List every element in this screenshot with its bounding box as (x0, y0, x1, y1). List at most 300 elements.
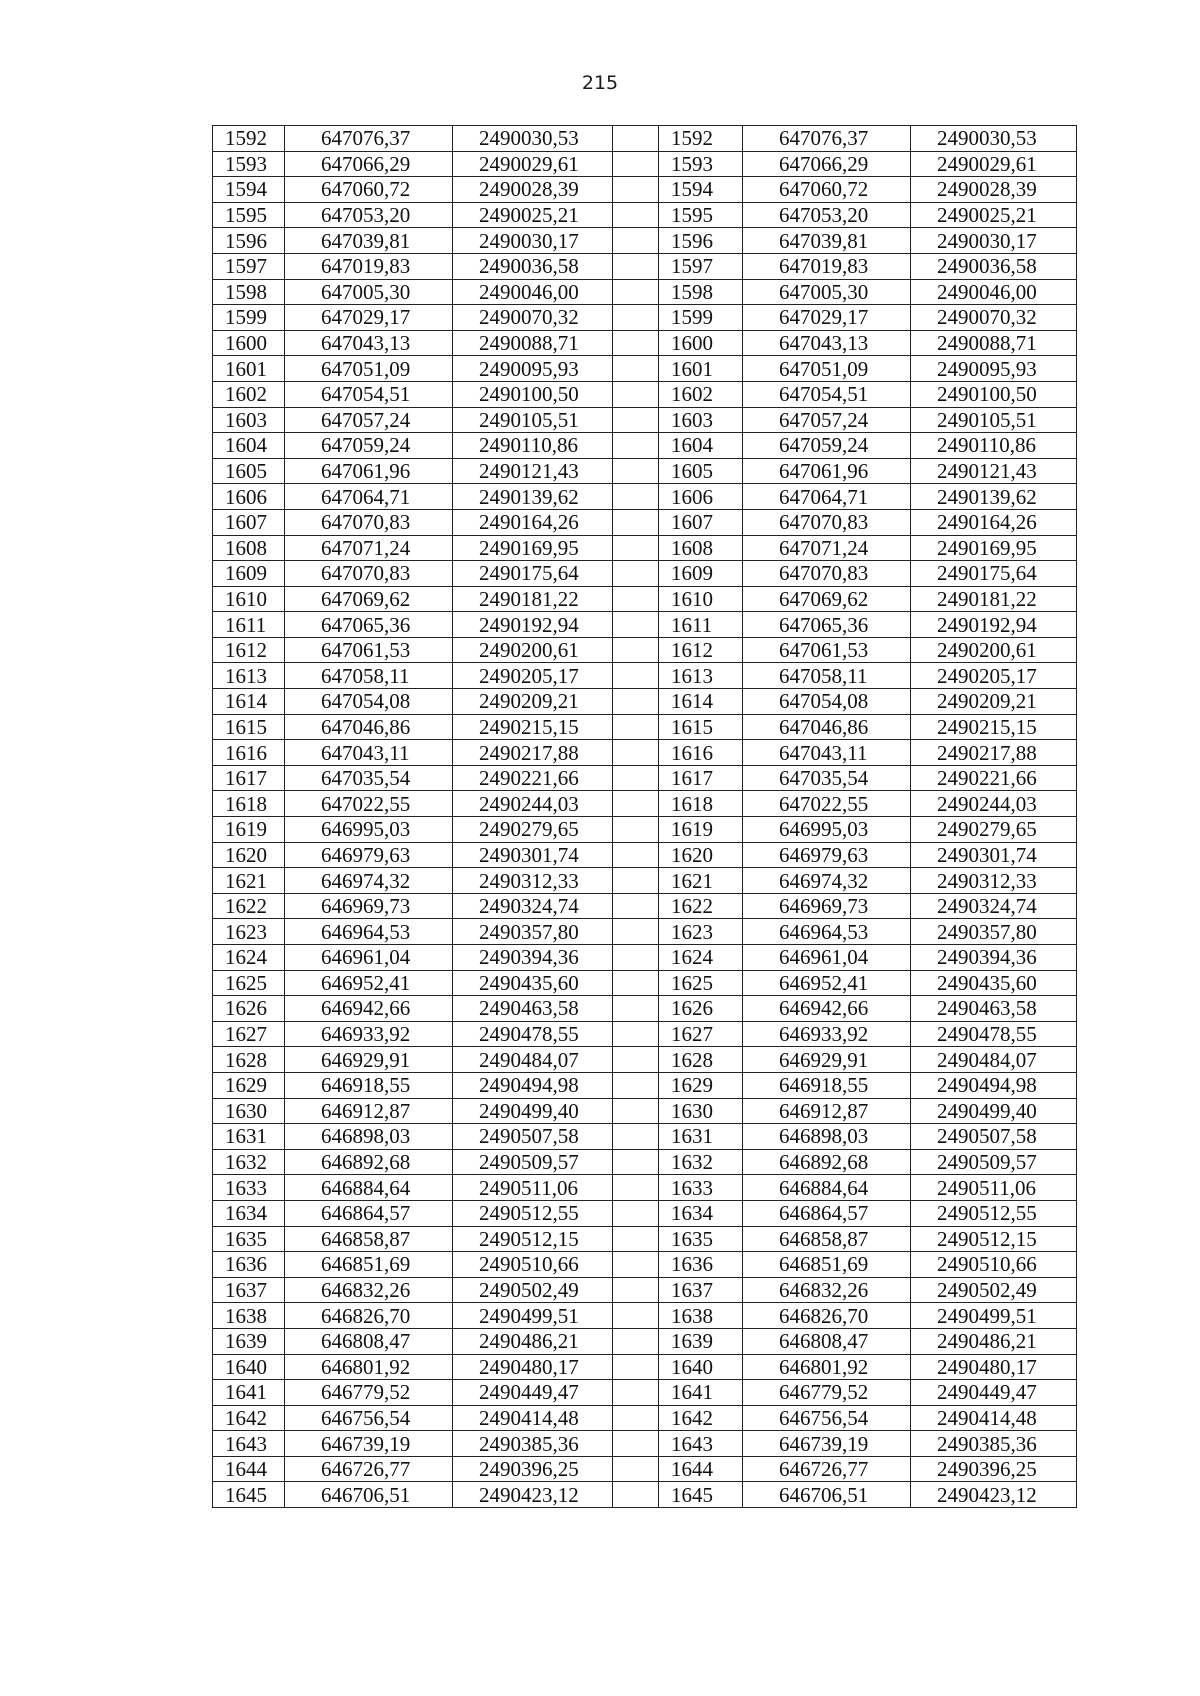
x-coordinate-left: 646851,69 (285, 1252, 453, 1278)
point-number-right: 1596 (659, 228, 743, 254)
x-coordinate-left: 646808,47 (285, 1328, 453, 1354)
x-coordinate-right: 646912,87 (743, 1098, 911, 1124)
point-number-left: 1631 (213, 1124, 285, 1150)
spacer-cell (613, 202, 659, 228)
table-row (213, 151, 1077, 177)
y-coordinate-right: 2490478,55 (911, 1021, 1077, 1047)
x-coordinate-right: 646808,47 (743, 1328, 911, 1354)
point-number-left: 1638 (213, 1303, 285, 1329)
y-coordinate-right: 2490221,66 (911, 765, 1077, 791)
y-coordinate-left: 2490070,32 (453, 305, 613, 331)
point-number-left: 1645 (213, 1482, 285, 1508)
point-number-right: 1622 (659, 893, 743, 919)
y-coordinate-left: 2490301,74 (453, 842, 613, 868)
spacer-cell (613, 458, 659, 484)
point-number-right: 1625 (659, 970, 743, 996)
y-coordinate-right: 2490512,15 (911, 1226, 1077, 1252)
y-coordinate-left: 2490435,60 (453, 970, 613, 996)
y-coordinate-left: 2490164,26 (453, 509, 613, 535)
x-coordinate-left: 647043,11 (285, 740, 453, 766)
y-coordinate-right: 2490181,22 (911, 586, 1077, 612)
x-coordinate-left: 647061,96 (285, 458, 453, 484)
x-coordinate-right: 646826,70 (743, 1303, 911, 1329)
x-coordinate-right: 646929,91 (743, 1047, 911, 1073)
table-row (213, 1047, 1077, 1073)
x-coordinate-left: 647057,24 (285, 407, 453, 433)
table-row (213, 817, 1077, 843)
point-number-left: 1643 (213, 1431, 285, 1457)
point-number-right: 1617 (659, 765, 743, 791)
table-row (213, 535, 1077, 561)
point-number-right: 1602 (659, 381, 743, 407)
y-coordinate-right: 2490394,36 (911, 945, 1077, 971)
y-coordinate-left: 2490279,65 (453, 817, 613, 843)
y-coordinate-left: 2490029,61 (453, 151, 613, 177)
spacer-cell (613, 740, 659, 766)
table-row (213, 1021, 1077, 1047)
point-number-right: 1637 (659, 1277, 743, 1303)
point-number-right: 1632 (659, 1149, 743, 1175)
y-coordinate-left: 2490025,21 (453, 202, 613, 228)
y-coordinate-left: 2490423,12 (453, 1482, 613, 1508)
table-row (213, 740, 1077, 766)
y-coordinate-right: 2490036,58 (911, 253, 1077, 279)
x-coordinate-left: 646929,91 (285, 1047, 453, 1073)
y-coordinate-right: 2490494,98 (911, 1072, 1077, 1098)
table-row (213, 1380, 1077, 1406)
y-coordinate-left: 2490385,36 (453, 1431, 613, 1457)
spacer-cell (613, 484, 659, 510)
point-number-right: 1616 (659, 740, 743, 766)
x-coordinate-right: 647061,96 (743, 458, 911, 484)
y-coordinate-left: 2490205,17 (453, 663, 613, 689)
point-number-left: 1607 (213, 509, 285, 535)
y-coordinate-right: 2490357,80 (911, 919, 1077, 945)
x-coordinate-right: 647076,37 (743, 126, 911, 152)
point-number-right: 1601 (659, 356, 743, 382)
x-coordinate-left: 646826,70 (285, 1303, 453, 1329)
y-coordinate-right: 2490510,66 (911, 1252, 1077, 1278)
y-coordinate-right: 2490217,88 (911, 740, 1077, 766)
point-number-right: 1611 (659, 612, 743, 638)
point-number-right: 1641 (659, 1380, 743, 1406)
point-number-left: 1609 (213, 561, 285, 587)
spacer-cell (613, 1277, 659, 1303)
y-coordinate-left: 2490217,88 (453, 740, 613, 766)
y-coordinate-right: 2490396,25 (911, 1456, 1077, 1482)
spacer-cell (613, 1303, 659, 1329)
point-number-right: 1613 (659, 663, 743, 689)
x-coordinate-right: 647071,24 (743, 535, 911, 561)
spacer-cell (613, 1405, 659, 1431)
y-coordinate-left: 2490215,15 (453, 714, 613, 740)
point-number-left: 1630 (213, 1098, 285, 1124)
point-number-left: 1608 (213, 535, 285, 561)
x-coordinate-left: 647053,20 (285, 202, 453, 228)
point-number-left: 1595 (213, 202, 285, 228)
point-number-left: 1599 (213, 305, 285, 331)
point-number-left: 1605 (213, 458, 285, 484)
x-coordinate-right: 647029,17 (743, 305, 911, 331)
spacer-cell (613, 586, 659, 612)
point-number-left: 1626 (213, 996, 285, 1022)
y-coordinate-left: 2490088,71 (453, 330, 613, 356)
x-coordinate-right: 646979,63 (743, 842, 911, 868)
spacer-cell (613, 996, 659, 1022)
spacer-cell (613, 177, 659, 203)
point-number-left: 1603 (213, 407, 285, 433)
table-row (213, 1098, 1077, 1124)
y-coordinate-left: 2490200,61 (453, 637, 613, 663)
table-row (213, 1303, 1077, 1329)
y-coordinate-right: 2490046,00 (911, 279, 1077, 305)
x-coordinate-left: 647069,62 (285, 586, 453, 612)
point-number-right: 1627 (659, 1021, 743, 1047)
x-coordinate-left: 647039,81 (285, 228, 453, 254)
table-row (213, 1431, 1077, 1457)
y-coordinate-left: 2490396,25 (453, 1456, 613, 1482)
point-number-left: 1622 (213, 893, 285, 919)
x-coordinate-left: 646779,52 (285, 1380, 453, 1406)
point-number-left: 1616 (213, 740, 285, 766)
x-coordinate-left: 647066,29 (285, 151, 453, 177)
point-number-right: 1626 (659, 996, 743, 1022)
y-coordinate-left: 2490512,55 (453, 1200, 613, 1226)
y-coordinate-right: 2490175,64 (911, 561, 1077, 587)
y-coordinate-left: 2490110,86 (453, 433, 613, 459)
y-coordinate-left: 2490512,15 (453, 1226, 613, 1252)
spacer-cell (613, 689, 659, 715)
point-number-left: 1600 (213, 330, 285, 356)
point-number-right: 1609 (659, 561, 743, 587)
x-coordinate-right: 646706,51 (743, 1482, 911, 1508)
x-coordinate-left: 646884,64 (285, 1175, 453, 1201)
spacer-cell (613, 1252, 659, 1278)
x-coordinate-right: 646726,77 (743, 1456, 911, 1482)
y-coordinate-right: 2490025,21 (911, 202, 1077, 228)
x-coordinate-left: 647059,24 (285, 433, 453, 459)
point-number-left: 1598 (213, 279, 285, 305)
table-row (213, 202, 1077, 228)
x-coordinate-left: 647019,83 (285, 253, 453, 279)
point-number-right: 1636 (659, 1252, 743, 1278)
point-number-right: 1600 (659, 330, 743, 356)
x-coordinate-right: 646851,69 (743, 1252, 911, 1278)
x-coordinate-left: 646995,03 (285, 817, 453, 843)
y-coordinate-left: 2490480,17 (453, 1354, 613, 1380)
x-coordinate-left: 646918,55 (285, 1072, 453, 1098)
point-number-left: 1620 (213, 842, 285, 868)
spacer-cell (613, 1226, 659, 1252)
spacer-cell (613, 305, 659, 331)
point-number-right: 1630 (659, 1098, 743, 1124)
x-coordinate-right: 647005,30 (743, 279, 911, 305)
x-coordinate-left: 646832,26 (285, 1277, 453, 1303)
y-coordinate-left: 2490357,80 (453, 919, 613, 945)
table-row (213, 1354, 1077, 1380)
x-coordinate-right: 646739,19 (743, 1431, 911, 1457)
x-coordinate-left: 647054,08 (285, 689, 453, 715)
point-number-right: 1618 (659, 791, 743, 817)
table-row (213, 253, 1077, 279)
spacer-cell (613, 151, 659, 177)
x-coordinate-left: 646756,54 (285, 1405, 453, 1431)
point-number-right: 1603 (659, 407, 743, 433)
point-number-left: 1602 (213, 381, 285, 407)
x-coordinate-left: 647043,13 (285, 330, 453, 356)
x-coordinate-left: 646892,68 (285, 1149, 453, 1175)
point-number-left: 1610 (213, 586, 285, 612)
table-row (213, 1277, 1077, 1303)
x-coordinate-right: 646756,54 (743, 1405, 911, 1431)
x-coordinate-left: 647070,83 (285, 561, 453, 587)
point-number-left: 1625 (213, 970, 285, 996)
spacer-cell (613, 509, 659, 535)
table-row (213, 1175, 1077, 1201)
point-number-right: 1639 (659, 1328, 743, 1354)
point-number-right: 1645 (659, 1482, 743, 1508)
y-coordinate-left: 2490478,55 (453, 1021, 613, 1047)
x-coordinate-left: 646969,73 (285, 893, 453, 919)
y-coordinate-left: 2490510,66 (453, 1252, 613, 1278)
x-coordinate-right: 647070,83 (743, 561, 911, 587)
spacer-cell (613, 279, 659, 305)
table-row (213, 996, 1077, 1022)
y-coordinate-right: 2490100,50 (911, 381, 1077, 407)
x-coordinate-right: 646952,41 (743, 970, 911, 996)
y-coordinate-left: 2490511,06 (453, 1175, 613, 1201)
x-coordinate-right: 646961,04 (743, 945, 911, 971)
y-coordinate-left: 2490449,47 (453, 1380, 613, 1406)
spacer-cell (613, 126, 659, 152)
y-coordinate-left: 2490463,58 (453, 996, 613, 1022)
x-coordinate-left: 647035,54 (285, 765, 453, 791)
y-coordinate-left: 2490209,21 (453, 689, 613, 715)
x-coordinate-right: 647054,08 (743, 689, 911, 715)
y-coordinate-right: 2490484,07 (911, 1047, 1077, 1073)
y-coordinate-right: 2490312,33 (911, 868, 1077, 894)
point-number-right: 1608 (659, 535, 743, 561)
x-coordinate-left: 647058,11 (285, 663, 453, 689)
point-number-left: 1629 (213, 1072, 285, 1098)
y-coordinate-right: 2490512,55 (911, 1200, 1077, 1226)
y-coordinate-left: 2490030,53 (453, 126, 613, 152)
table-row (213, 228, 1077, 254)
point-number-left: 1642 (213, 1405, 285, 1431)
point-number-right: 1594 (659, 177, 743, 203)
point-number-left: 1618 (213, 791, 285, 817)
spacer-cell (613, 970, 659, 996)
y-coordinate-right: 2490502,49 (911, 1277, 1077, 1303)
point-number-left: 1613 (213, 663, 285, 689)
x-coordinate-left: 647076,37 (285, 126, 453, 152)
y-coordinate-left: 2490502,49 (453, 1277, 613, 1303)
y-coordinate-right: 2490209,21 (911, 689, 1077, 715)
y-coordinate-right: 2490200,61 (911, 637, 1077, 663)
table-row (213, 1482, 1077, 1508)
y-coordinate-left: 2490324,74 (453, 893, 613, 919)
y-coordinate-right: 2490509,57 (911, 1149, 1077, 1175)
spacer-cell (613, 1456, 659, 1482)
x-coordinate-right: 647064,71 (743, 484, 911, 510)
y-coordinate-right: 2490499,40 (911, 1098, 1077, 1124)
table-row (213, 919, 1077, 945)
point-number-right: 1623 (659, 919, 743, 945)
x-coordinate-right: 647059,24 (743, 433, 911, 459)
y-coordinate-left: 2490244,03 (453, 791, 613, 817)
table-row (213, 1405, 1077, 1431)
spacer-cell (613, 1380, 659, 1406)
point-number-left: 1592 (213, 126, 285, 152)
y-coordinate-left: 2490121,43 (453, 458, 613, 484)
x-coordinate-left: 646706,51 (285, 1482, 453, 1508)
point-number-right: 1598 (659, 279, 743, 305)
x-coordinate-right: 647057,24 (743, 407, 911, 433)
y-coordinate-left: 2490507,58 (453, 1124, 613, 1150)
table-row (213, 305, 1077, 331)
y-coordinate-right: 2490070,32 (911, 305, 1077, 331)
point-number-left: 1632 (213, 1149, 285, 1175)
table-row (213, 458, 1077, 484)
y-coordinate-right: 2490095,93 (911, 356, 1077, 382)
y-coordinate-right: 2490423,12 (911, 1482, 1077, 1508)
point-number-left: 1606 (213, 484, 285, 510)
y-coordinate-right: 2490028,39 (911, 177, 1077, 203)
point-number-right: 1631 (659, 1124, 743, 1150)
x-coordinate-right: 647061,53 (743, 637, 911, 663)
point-number-right: 1629 (659, 1072, 743, 1098)
point-number-left: 1597 (213, 253, 285, 279)
point-number-right: 1595 (659, 202, 743, 228)
spacer-cell (613, 228, 659, 254)
x-coordinate-right: 647019,83 (743, 253, 911, 279)
y-coordinate-left: 2490030,17 (453, 228, 613, 254)
x-coordinate-left: 647022,55 (285, 791, 453, 817)
y-coordinate-left: 2490036,58 (453, 253, 613, 279)
x-coordinate-right: 646898,03 (743, 1124, 911, 1150)
point-number-right: 1614 (659, 689, 743, 715)
y-coordinate-right: 2490507,58 (911, 1124, 1077, 1150)
point-number-left: 1635 (213, 1226, 285, 1252)
x-coordinate-right: 647066,29 (743, 151, 911, 177)
y-coordinate-right: 2490029,61 (911, 151, 1077, 177)
table-row (213, 868, 1077, 894)
y-coordinate-right: 2490139,62 (911, 484, 1077, 510)
y-coordinate-right: 2490414,48 (911, 1405, 1077, 1431)
point-number-right: 1592 (659, 126, 743, 152)
table-row (213, 1124, 1077, 1150)
point-number-right: 1638 (659, 1303, 743, 1329)
y-coordinate-right: 2490499,51 (911, 1303, 1077, 1329)
table-row (213, 509, 1077, 535)
y-coordinate-left: 2490105,51 (453, 407, 613, 433)
table-body (213, 126, 1077, 1508)
x-coordinate-right: 647069,62 (743, 586, 911, 612)
spacer-cell (613, 407, 659, 433)
x-coordinate-right: 647022,55 (743, 791, 911, 817)
y-coordinate-right: 2490121,43 (911, 458, 1077, 484)
x-coordinate-right: 646832,26 (743, 1277, 911, 1303)
y-coordinate-right: 2490301,74 (911, 842, 1077, 868)
x-coordinate-right: 646884,64 (743, 1175, 911, 1201)
table-row (213, 842, 1077, 868)
x-coordinate-left: 646864,57 (285, 1200, 453, 1226)
spacer-cell (613, 714, 659, 740)
x-coordinate-right: 646942,66 (743, 996, 911, 1022)
point-number-left: 1614 (213, 689, 285, 715)
point-number-left: 1612 (213, 637, 285, 663)
spacer-cell (613, 945, 659, 971)
table-row (213, 1456, 1077, 1482)
y-coordinate-left: 2490221,66 (453, 765, 613, 791)
point-number-right: 1615 (659, 714, 743, 740)
x-coordinate-right: 647065,36 (743, 612, 911, 638)
point-number-left: 1637 (213, 1277, 285, 1303)
spacer-cell (613, 253, 659, 279)
y-coordinate-right: 2490105,51 (911, 407, 1077, 433)
y-coordinate-left: 2490046,00 (453, 279, 613, 305)
x-coordinate-right: 647053,20 (743, 202, 911, 228)
y-coordinate-left: 2490414,48 (453, 1405, 613, 1431)
y-coordinate-right: 2490030,53 (911, 126, 1077, 152)
x-coordinate-right: 647060,72 (743, 177, 911, 203)
x-coordinate-left: 646961,04 (285, 945, 453, 971)
x-coordinate-right: 647046,86 (743, 714, 911, 740)
spacer-cell (613, 1098, 659, 1124)
point-number-right: 1599 (659, 305, 743, 331)
table-row (213, 561, 1077, 587)
point-number-left: 1596 (213, 228, 285, 254)
point-number-right: 1634 (659, 1200, 743, 1226)
point-number-left: 1624 (213, 945, 285, 971)
y-coordinate-left: 2490509,57 (453, 1149, 613, 1175)
x-coordinate-right: 647054,51 (743, 381, 911, 407)
spacer-cell (613, 1072, 659, 1098)
table-row (213, 893, 1077, 919)
x-coordinate-right: 646974,32 (743, 868, 911, 894)
table-row (213, 1328, 1077, 1354)
y-coordinate-right: 2490279,65 (911, 817, 1077, 843)
x-coordinate-left: 646726,77 (285, 1456, 453, 1482)
x-coordinate-left: 646974,32 (285, 868, 453, 894)
spacer-cell (613, 330, 659, 356)
x-coordinate-left: 646739,19 (285, 1431, 453, 1457)
spacer-cell (613, 1354, 659, 1380)
y-coordinate-left: 2490175,64 (453, 561, 613, 587)
x-coordinate-right: 647058,11 (743, 663, 911, 689)
x-coordinate-right: 646864,57 (743, 1200, 911, 1226)
spacer-cell (613, 535, 659, 561)
point-number-left: 1627 (213, 1021, 285, 1047)
point-number-right: 1604 (659, 433, 743, 459)
y-coordinate-right: 2490110,86 (911, 433, 1077, 459)
point-number-left: 1623 (213, 919, 285, 945)
spacer-cell (613, 381, 659, 407)
table-row (213, 663, 1077, 689)
table-row (213, 637, 1077, 663)
point-number-right: 1593 (659, 151, 743, 177)
y-coordinate-left: 2490486,21 (453, 1328, 613, 1354)
page-number: 215 (581, 72, 619, 94)
spacer-cell (613, 1431, 659, 1457)
y-coordinate-left: 2490181,22 (453, 586, 613, 612)
point-number-left: 1628 (213, 1047, 285, 1073)
point-number-left: 1636 (213, 1252, 285, 1278)
x-coordinate-right: 647043,11 (743, 740, 911, 766)
table-row (213, 791, 1077, 817)
point-number-right: 1606 (659, 484, 743, 510)
spacer-cell (613, 765, 659, 791)
